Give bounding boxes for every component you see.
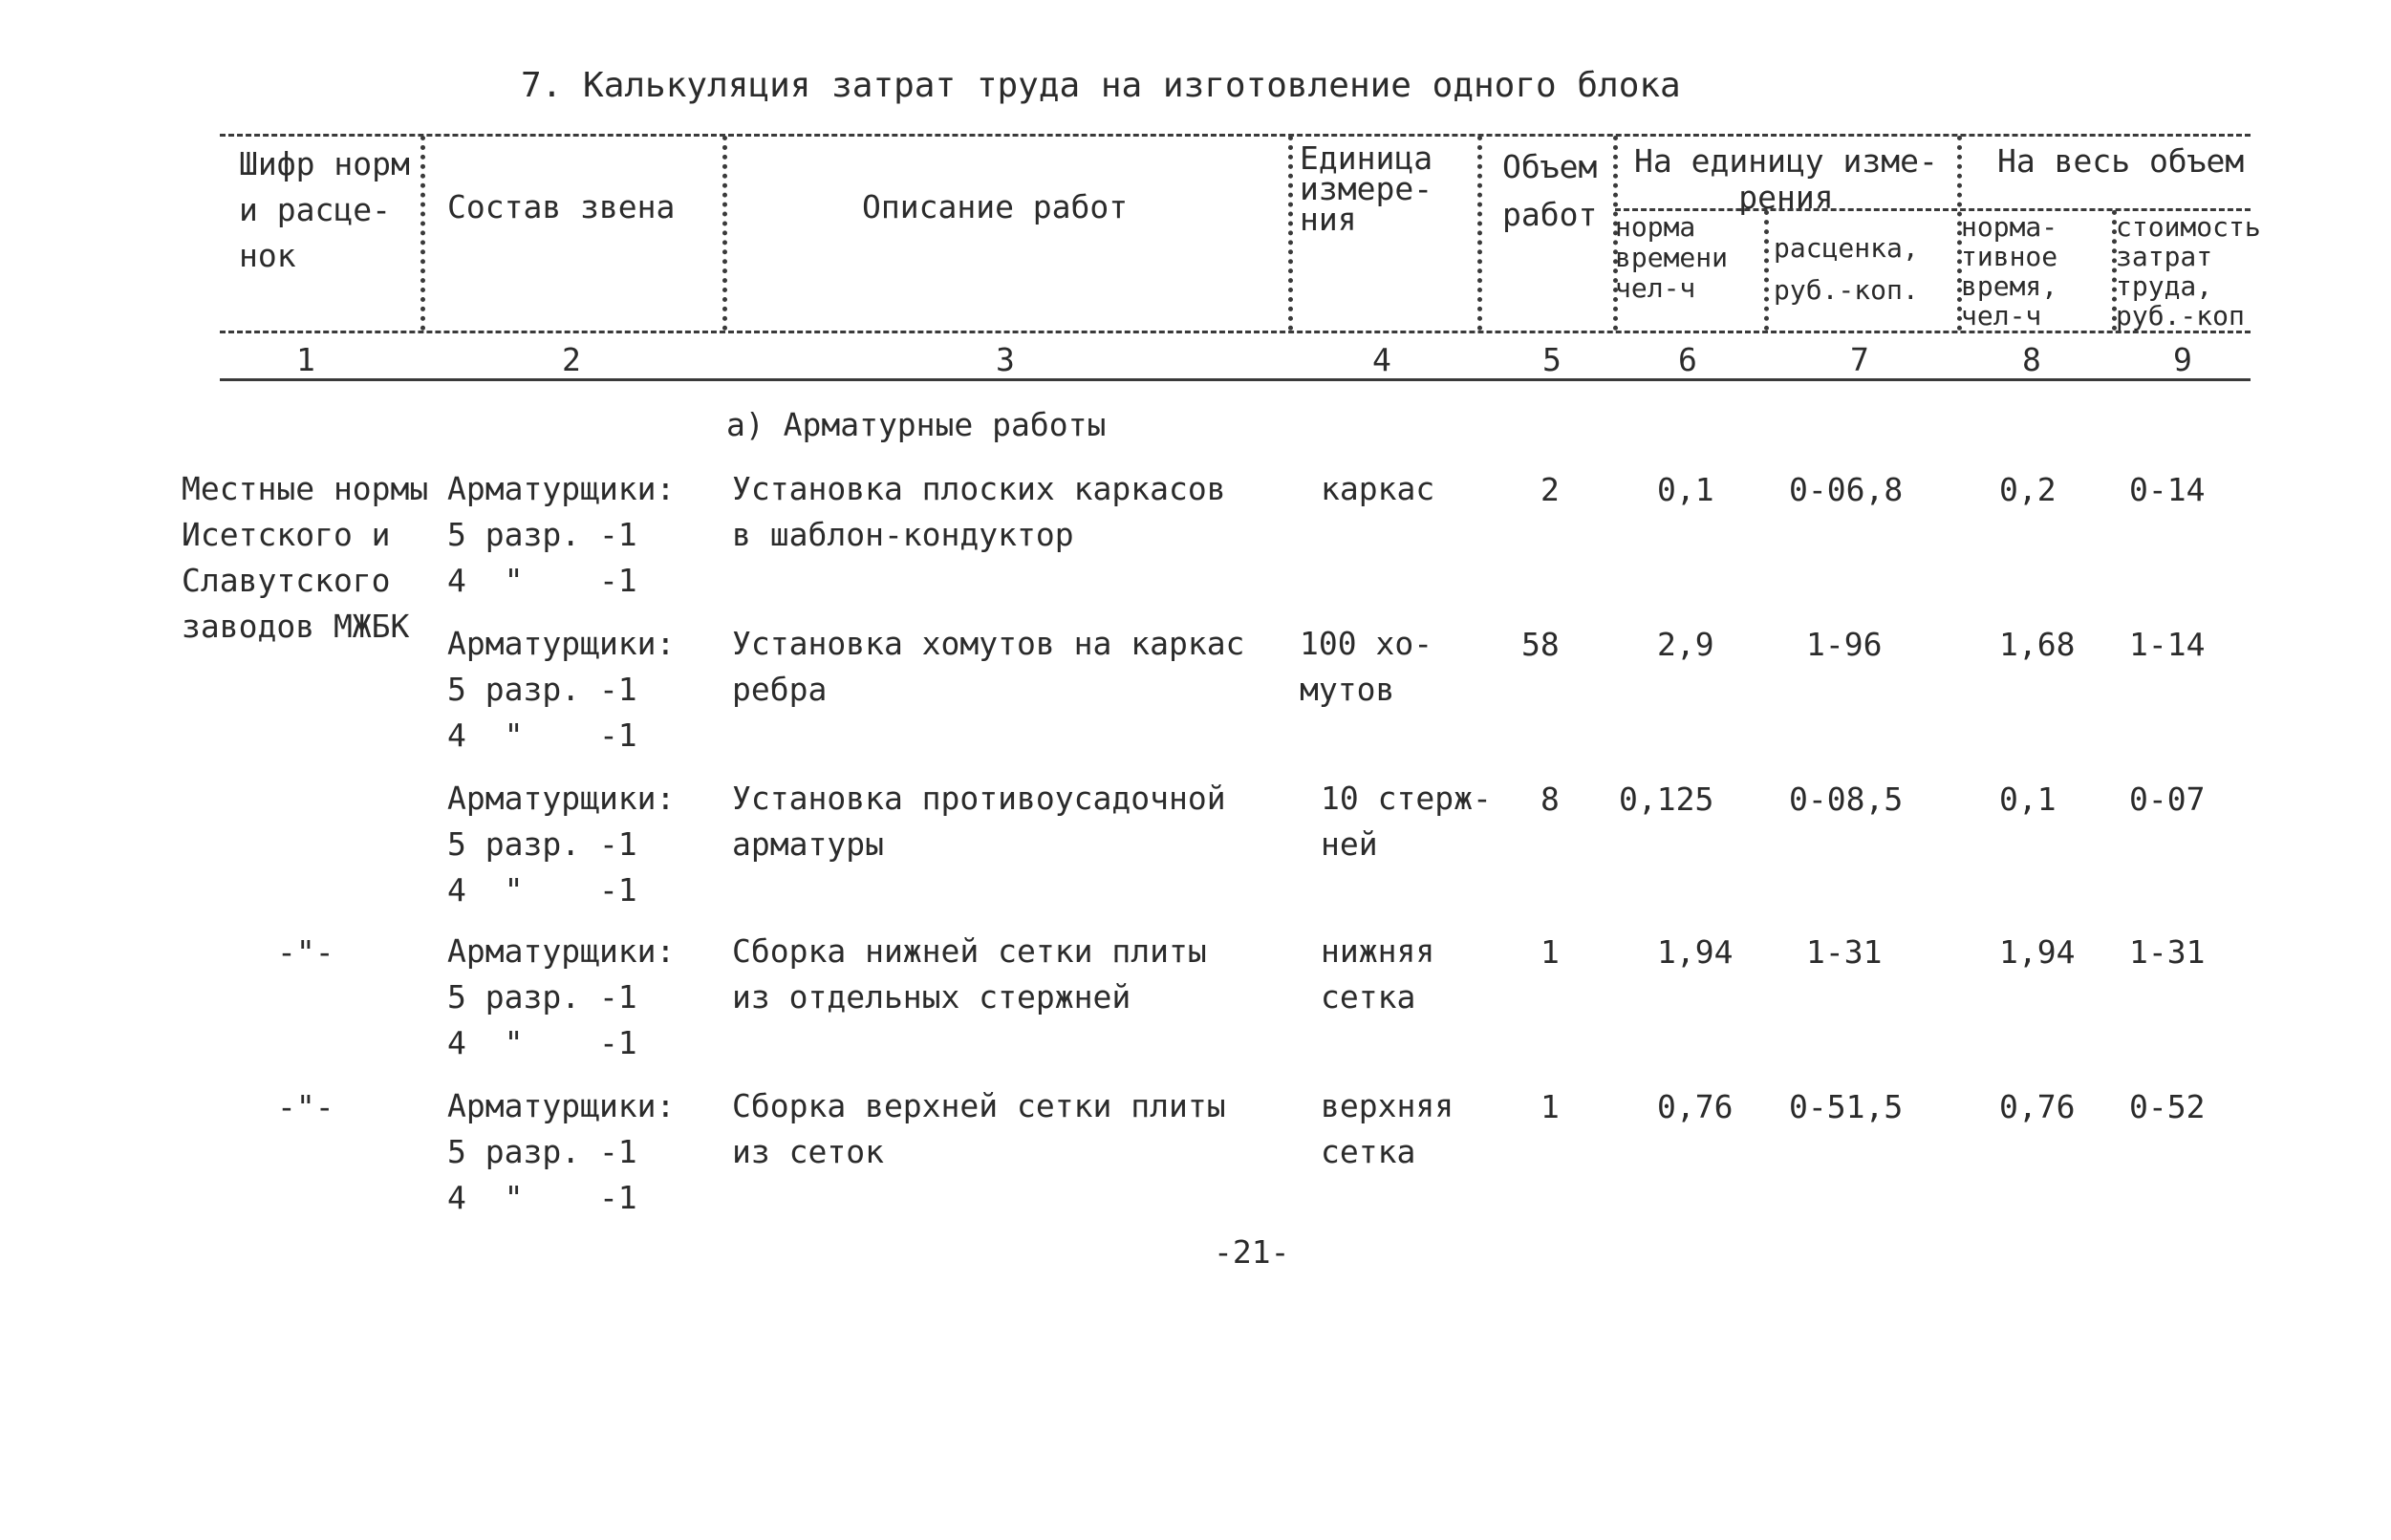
col-separator-3 (1288, 136, 1293, 331)
row-unit: 10 стерж- ней (1321, 780, 1492, 863)
row-unit: каркас (1321, 470, 1435, 507)
col-number-4: 4 (1372, 341, 1391, 378)
table-top-rule (220, 134, 2251, 137)
row-code: -"- (277, 933, 334, 971)
norm-source: Местные нормы Исетского и Славутского заводов МЖБК (182, 470, 429, 645)
row-crew: Арматурщики: 5 разр. -1 4 " -1 (447, 932, 676, 1061)
header-rate: расценка, руб.-коп. (1774, 232, 1919, 306)
row-crew: Арматурщики: 5 разр. -1 4 " -1 (447, 470, 676, 599)
row-total-cost: 0-14 (2129, 471, 2206, 508)
row-crew: Арматурщики: 5 разр. -1 4 " -1 (447, 1087, 676, 1216)
header-crew: Состав звена (447, 188, 676, 225)
col-number-1: 1 (296, 341, 315, 378)
col-separator-4 (1477, 136, 1482, 331)
header-unit: Единица измере- ния (1300, 139, 1433, 238)
row-crew: Арматурщики: 5 разр. -1 4 " -1 (447, 780, 676, 909)
page-number: -21- (1214, 1233, 1290, 1271)
page-title: 7. Калькуляция затрат труда на изготовление одного блока (521, 66, 1681, 105)
row-total-cost: 0-52 (2129, 1088, 2206, 1125)
row-norm: 2,9 (1657, 626, 1714, 663)
row-volume: 58 (1521, 626, 1560, 663)
row-crew: Арматурщики: 5 разр. -1 4 " -1 (447, 625, 676, 754)
col-number-7: 7 (1850, 341, 1869, 378)
header-per-unit-group: На единицу изме- рения (1634, 142, 1938, 216)
row-total-time: 1,68 (1999, 626, 2076, 663)
header-bottom-rule (220, 331, 2251, 333)
header-time-norm: норма времени чел-ч (1615, 211, 1729, 304)
row-volume: 2 (1540, 471, 1560, 508)
row-volume: 1 (1540, 1088, 1560, 1125)
row-rate: 1-96 (1806, 626, 1883, 663)
row-total-cost: 1-14 (2129, 626, 2206, 663)
col-number-2: 2 (562, 341, 581, 378)
row-total-time: 0,1 (1999, 781, 2057, 818)
row-rate: 1-31 (1806, 933, 1883, 971)
row-volume: 1 (1540, 933, 1560, 971)
row-norm: 0,1 (1657, 471, 1714, 508)
row-work: Установка хомутов на каркас ребра (732, 625, 1245, 708)
row-total-time: 0,2 (1999, 471, 2057, 508)
row-rate: 0-08,5 (1789, 781, 1904, 818)
row-rate: 0-51,5 (1789, 1088, 1904, 1125)
row-volume: 8 (1540, 781, 1560, 818)
col-number-5: 5 (1542, 341, 1562, 378)
col-number-9: 9 (2173, 341, 2192, 378)
col-number-6: 6 (1678, 341, 1697, 378)
header-total-group: На весь объем (1997, 142, 2245, 180)
header-code: Шифр норм и расце- нок (239, 145, 410, 274)
row-total-time: 0,76 (1999, 1088, 2076, 1125)
col-separator-6 (1764, 210, 1769, 331)
row-work: Сборка нижней сетки плиты из отдельных стержней (732, 932, 1207, 1016)
row-unit: нижняя сетка (1321, 932, 1435, 1016)
row-norm: 0,76 (1657, 1088, 1734, 1125)
row-code: -"- (277, 1088, 334, 1125)
col-separator-1 (420, 136, 425, 331)
header-total-cost: стоимость затрат труда, руб.-коп (2116, 211, 2261, 332)
row-work: Сборка верхней сетки плиты из сеток (732, 1087, 1226, 1170)
row-unit: 100 хо- мутов (1300, 625, 1433, 708)
row-total-cost: 1-31 (2129, 933, 2206, 971)
row-norm: 1,94 (1657, 933, 1734, 971)
header-volume: Объем работ (1502, 148, 1598, 233)
row-work: Установка плоских каркасов в шаблон-кондуктор (732, 470, 1226, 553)
col-separator-2 (722, 136, 727, 331)
header-work-description: Описание работ (862, 188, 1129, 225)
number-row-rule (220, 378, 2251, 381)
col-number-8: 8 (2022, 341, 2041, 378)
row-unit: верхняя сетка (1321, 1087, 1454, 1170)
row-rate: 0-06,8 (1789, 471, 1904, 508)
header-total-time: норма- тивное время, чел-ч (1961, 211, 2058, 332)
row-total-cost: 0-07 (2129, 781, 2206, 818)
row-total-time: 1,94 (1999, 933, 2076, 971)
row-work: Установка противоусадочной арматуры (732, 780, 1226, 863)
row-norm: 0,125 (1619, 781, 1714, 818)
section-heading: а) Арматурные работы (726, 406, 1107, 443)
col-number-3: 3 (996, 341, 1015, 378)
